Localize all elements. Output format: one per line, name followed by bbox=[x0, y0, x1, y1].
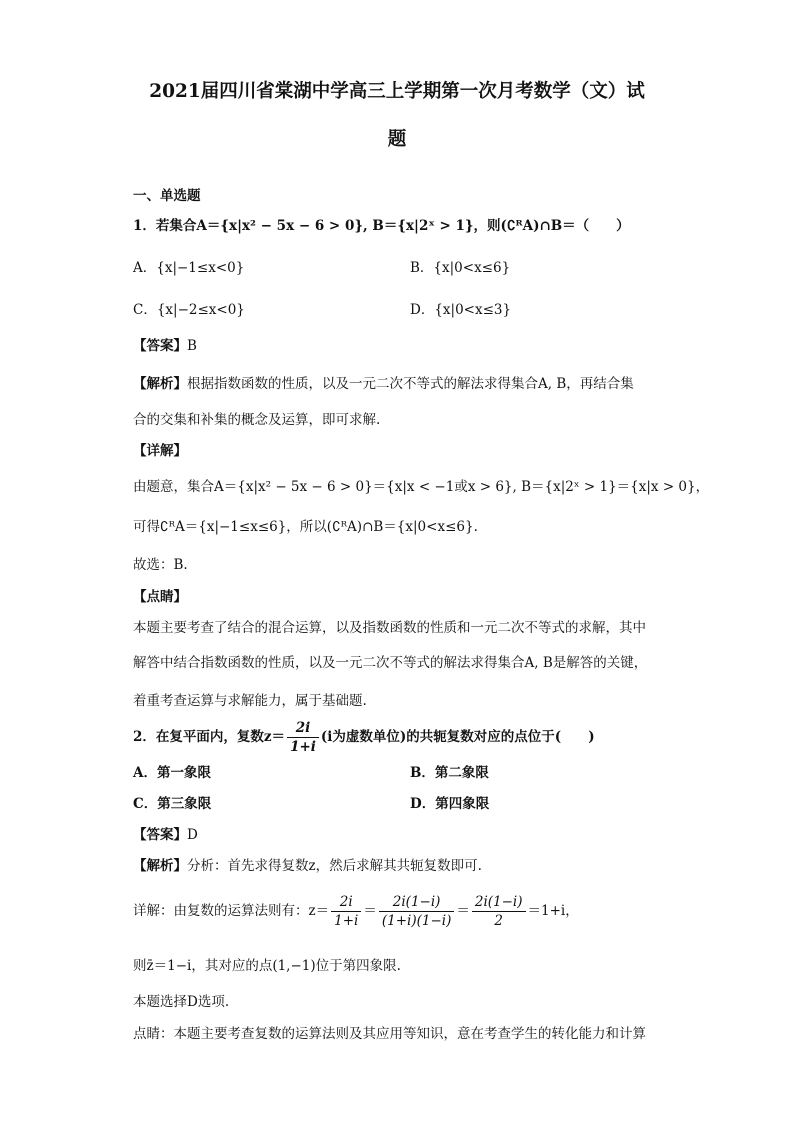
q2-option-c: C．第三象限 bbox=[133, 796, 212, 812]
fraction-den: 2 bbox=[494, 913, 503, 929]
q1-detail-tag: 【详解】 bbox=[133, 443, 187, 459]
q1-comment-line-3: 着重考查运算与求解能力，属于基础题. bbox=[133, 693, 367, 709]
page-title bbox=[100, 68, 694, 164]
q2-analysis-row bbox=[133, 856, 482, 876]
fraction-num: 2i(1−i) bbox=[472, 893, 526, 912]
fraction-num: 2i bbox=[331, 893, 361, 912]
q2-option-b: B．第二象限 bbox=[410, 765, 489, 781]
q1-option-b: B．{x|0<x≤6} bbox=[410, 260, 511, 276]
q2-stem bbox=[133, 718, 595, 756]
q1-option-c: C．{x|−2≤x<0} bbox=[133, 302, 245, 318]
q1-option-d: D．{x|0<x≤3} bbox=[410, 302, 512, 318]
q2-answer: D bbox=[187, 827, 198, 843]
q1-analysis-line-2: 合的交集和补集的概念及运算，即可求解. bbox=[133, 412, 381, 428]
fraction-den: 1+i bbox=[334, 913, 359, 929]
q1-comment-tag: 【点睛】 bbox=[133, 589, 187, 605]
q2-stem-pre: 2．在复平面内，复数z＝ bbox=[133, 729, 286, 745]
q2-fraction bbox=[287, 719, 319, 756]
analysis-tag: 【解析】 bbox=[133, 376, 187, 392]
q1-analysis-row bbox=[133, 374, 634, 394]
q1-choose: 故选：B. bbox=[133, 557, 188, 573]
q2-stem-post: (i为虚数单位)的共轭复数对应的点位于( ) bbox=[320, 729, 595, 745]
answer-tag: 【答案】 bbox=[133, 827, 187, 843]
q2-detail-fraction-2 bbox=[379, 893, 455, 930]
q2-detail-post: ＝1+i， bbox=[527, 903, 579, 919]
q2-fraction-den: 1+i bbox=[290, 739, 316, 755]
q1-comment-line-1: 本题主要考查了结合的混合运算，以及指数函数的性质和一元二次不等式的求解，其中 bbox=[133, 620, 646, 636]
q1-answer-row bbox=[133, 336, 197, 356]
q1-option-a: A．{x|−1≤x<0} bbox=[133, 260, 245, 276]
q1-detail-line-2: 可得∁ᴿA＝{x|−1≤x≤6}，所以(∁ᴿA)∩B＝{x|0<x≤6}. bbox=[133, 519, 478, 535]
title-line-2: 题 bbox=[387, 129, 407, 150]
q1-comment-line-2: 解答中结合指数函数的性质，以及一元二次不等式的解法求得集合A, B是解答的关键， bbox=[133, 655, 648, 671]
title-line-1: 2021届四川省棠湖中学高三上学期第一次月考数学（文）试 bbox=[149, 81, 645, 102]
q2-analysis: 分析：首先求得复数z，然后求解其共轭复数即可. bbox=[187, 858, 482, 874]
q2-detail bbox=[133, 891, 579, 931]
q2-comment: 点睛：本题主要考查复数的运算法则及其应用等知识，意在考查学生的转化能力和计算 bbox=[133, 1026, 646, 1042]
q2-choose: 本题选择D选项. bbox=[133, 994, 230, 1010]
section-heading: 一、单选题 bbox=[133, 188, 201, 204]
fraction-den: (1+i)(1−i) bbox=[381, 913, 452, 929]
answer-tag: 【答案】 bbox=[133, 338, 187, 354]
q2-option-d: D．第四象限 bbox=[410, 796, 490, 812]
analysis-tag: 【解析】 bbox=[133, 858, 187, 874]
q1-stem: 1．若集合A＝{x|x² − 5x − 6 > 0}, B＝{x|2ˣ > 1}，则(∁ᴿA)∩B＝（ ） bbox=[133, 218, 630, 234]
q2-option-a: A．第一象限 bbox=[133, 765, 211, 781]
q2-answer-row bbox=[133, 825, 198, 845]
q1-analysis-line-1: 根据指数函数的性质，以及一元二次不等式的解法求得集合A, B，再结合集 bbox=[187, 376, 634, 392]
q1-answer: B bbox=[187, 338, 197, 354]
q2-detail-fraction-3 bbox=[472, 893, 526, 930]
equals-sign: ＝ bbox=[363, 903, 377, 919]
fraction-num: 2i(1−i) bbox=[379, 893, 455, 912]
q2-fraction-num: 2i bbox=[287, 719, 319, 738]
equals-sign: ＝ bbox=[456, 903, 470, 919]
q2-detail-fraction-1 bbox=[331, 893, 361, 930]
q1-detail-line-1: 由题意，集合A＝{x|x² − 5x − 6 > 0}＝{x|x < −1或x > 6}, B＝{x|2ˣ > 1}＝{x|x > 0}， bbox=[133, 479, 710, 495]
q2-conjugate: 则z̄＝1−i，其对应的点(1,−1)位于第四象限. bbox=[133, 958, 401, 974]
q2-detail-pre: 详解：由复数的运算法则有：z＝ bbox=[133, 903, 330, 919]
